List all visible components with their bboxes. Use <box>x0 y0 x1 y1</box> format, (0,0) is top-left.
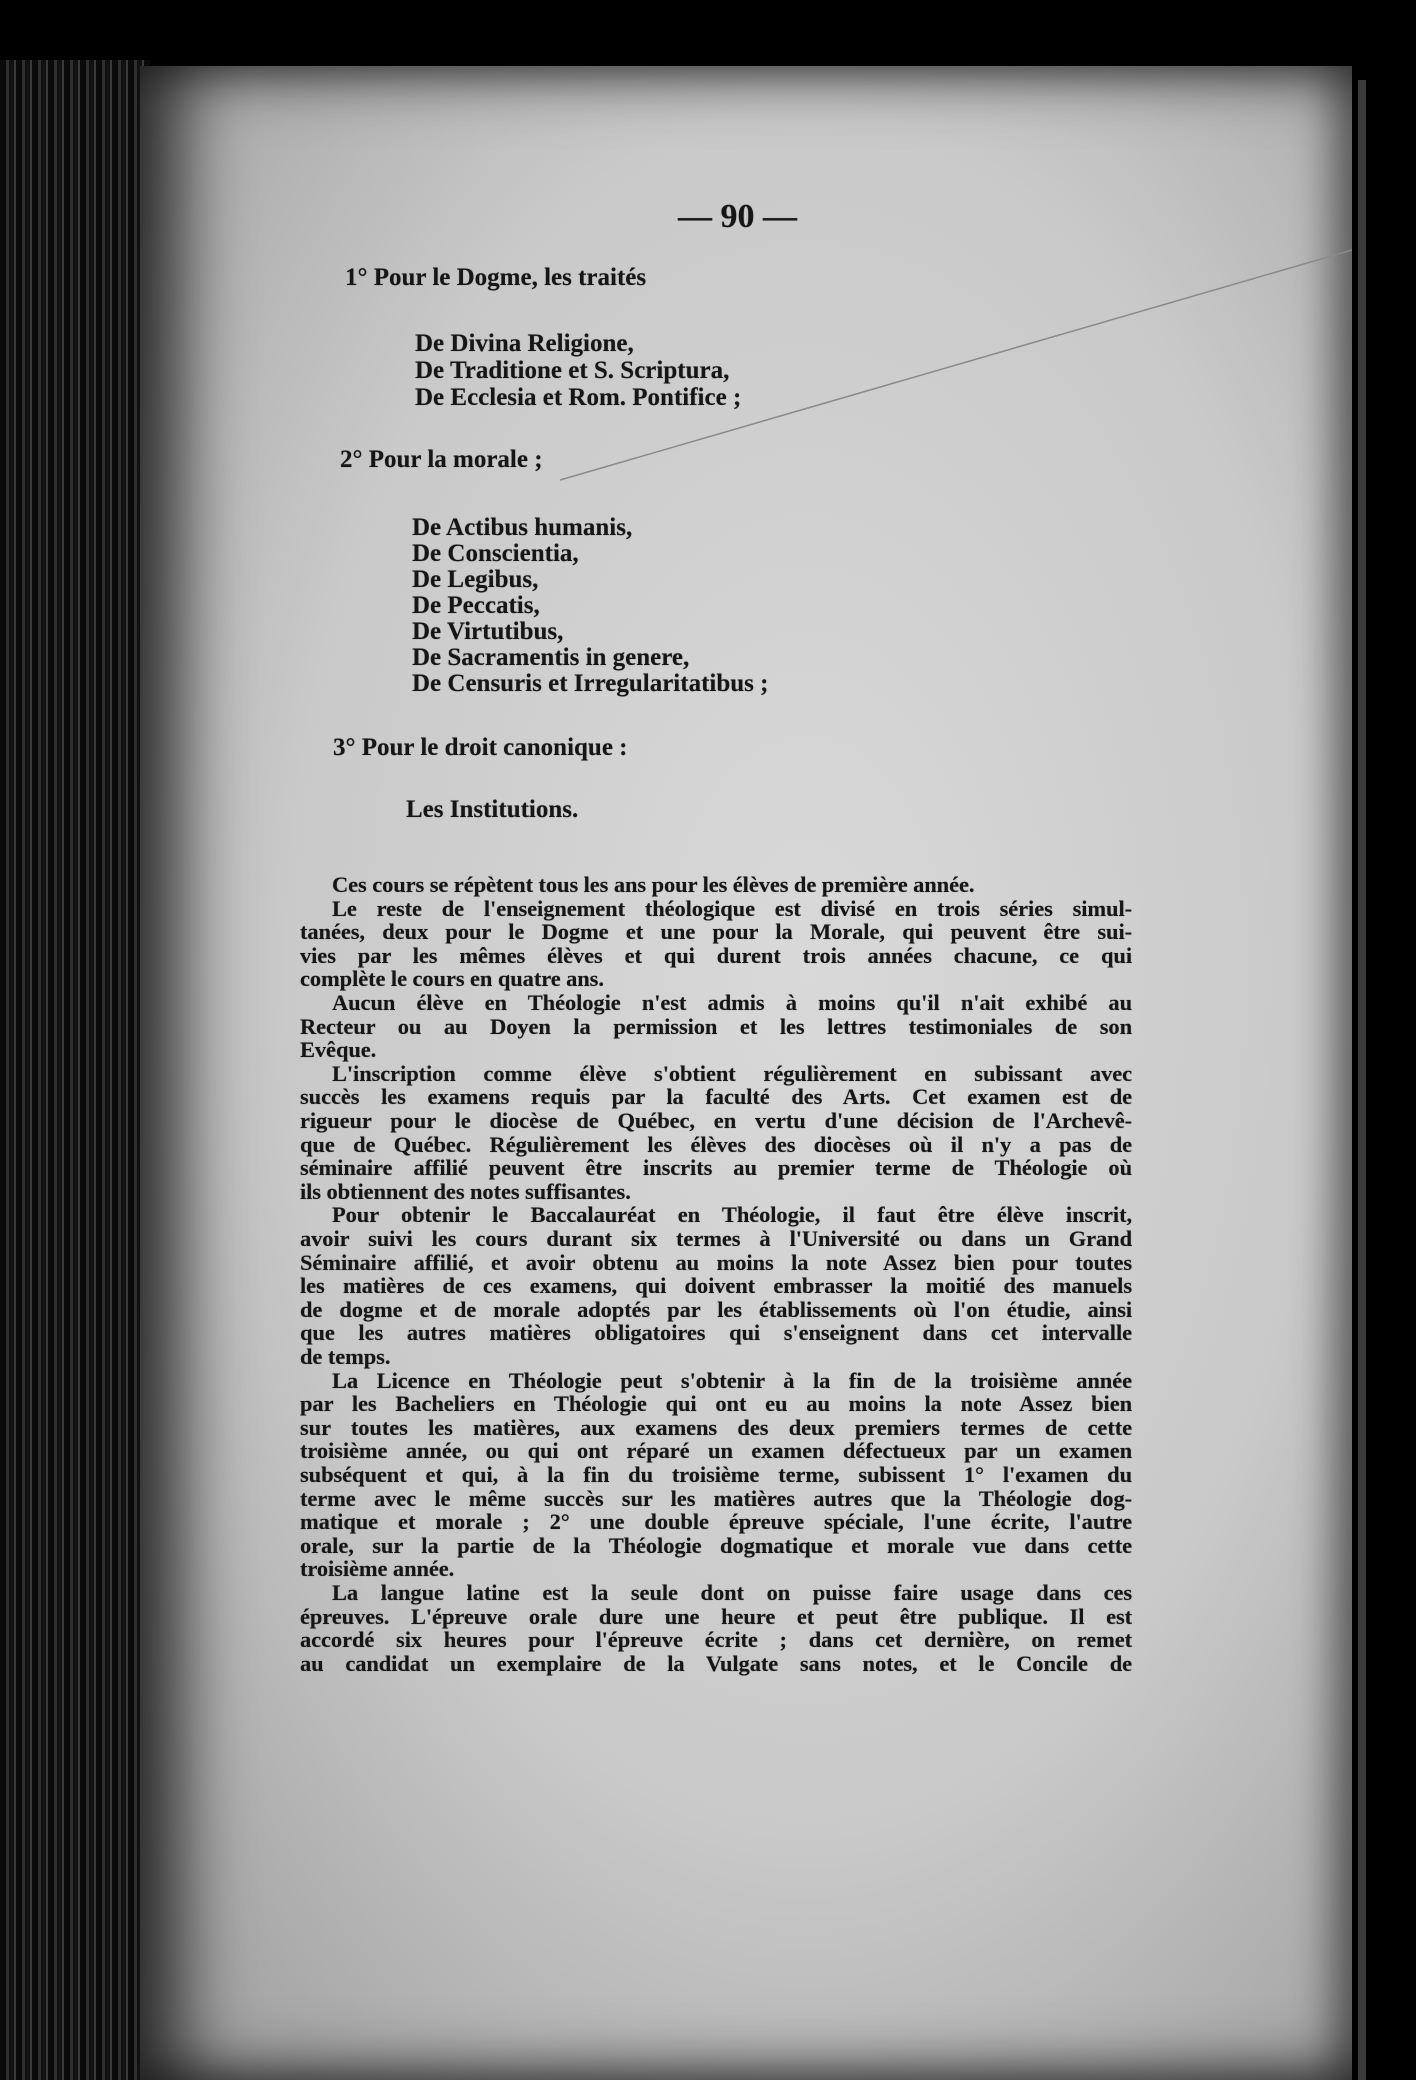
body-line: séminaire affilié peuvent être inscrits au premier terme de Théologie où <box>300 1155 1132 1181</box>
body-line: les matières de ces examens, qui doivent embrasser la moitié des manuels <box>300 1273 1132 1299</box>
body-line: La langue latine est la seule dont on puisse faire usage dans ces <box>332 1580 1132 1605</box>
body-line: subséquent et qui, à la fin du troisième terme, subissent 1° l'examen du <box>300 1462 1132 1487</box>
morale-heading: 2° Pour la morale ; <box>340 446 543 473</box>
body-line: Séminaire affilié, et avoir obtenu au moins la note Assez bien pour toutes <box>300 1249 1132 1275</box>
morale-item: De Censuris et Irregularitatibus ; <box>412 670 769 697</box>
droit-heading: 3° Pour le droit canonique : <box>333 734 628 761</box>
body-line: troisième année, ou qui ont réparé un examen défectueux par un examen <box>300 1438 1132 1464</box>
body-line: rigueur pour le diocèse de Québec, en vertu d'une décision de l'Archevê- <box>300 1108 1132 1133</box>
morale-item: De Peccatis, <box>412 592 540 619</box>
dogme-item: De Traditione et S. Scriptura, <box>415 357 730 384</box>
body-line: Recteur ou au Doyen la permission et les lettres testimoniales de son <box>300 1013 1132 1039</box>
body-line: de dogme et de morale adoptés par les établissements où l'on étudie, ainsi <box>300 1296 1132 1322</box>
body-line: Le reste de l'enseignement théologique est divisé en trois séries simul- <box>332 895 1132 921</box>
body-line: au candidat un exemplaire de la Vulgate sans notes, et le Concile de <box>300 1650 1132 1676</box>
body-line: sur toutes les matières, aux examens des deux premiers termes de cette <box>300 1414 1132 1440</box>
body-line: troisième année. <box>300 1556 455 1582</box>
body-line: épreuves. L'épreuve orale dure une heure et peut être publique. Il est <box>300 1603 1132 1629</box>
body-line: Evêque. <box>300 1037 377 1063</box>
body-line: de temps. <box>300 1344 391 1369</box>
morale-item: De Legibus, <box>412 566 539 593</box>
morale-item: De Sacramentis in genere, <box>412 644 690 671</box>
morale-item: De Actibus humanis, <box>412 514 633 541</box>
body-line: La Licence en Théologie peut s'obtenir à la fin de la troisième année <box>332 1367 1132 1393</box>
dogme-item: De Divina Religione, <box>415 330 634 357</box>
body-line: ils obtiennent des notes suffisantes. <box>300 1178 631 1204</box>
body-line: que les autres matières obligatoires qui s'enseignent dans cet intervalle <box>300 1320 1132 1346</box>
body-line: accordé six heures pour l'épreuve écrite ; dans cet dernière, on remet <box>300 1627 1132 1653</box>
body-line: complète le cours en quatre ans. <box>300 966 604 992</box>
body-line: par les Bacheliers en Théologie qui ont eu au moins la note Assez bien <box>300 1391 1132 1417</box>
body-line: tanées, deux pour le Dogme et une pour la Morale, qui peuvent être sui- <box>300 919 1132 945</box>
body-line: avoir suivi les cours durant six termes à l'Université ou dans un Grand <box>300 1226 1132 1251</box>
body-line: L'inscription comme élève s'obtient régulièrement en subissant avec <box>332 1060 1132 1086</box>
body-line: que de Québec. Régulièrement les élèves des diocèses où il n'y a pas de <box>300 1131 1132 1157</box>
body-line: matique et morale ; 2° une double épreuve spéciale, l'une écrite, l'autre <box>300 1509 1132 1535</box>
morale-item: De Conscientia, <box>412 540 579 567</box>
body-line: Ces cours se répètent tous les ans pour les élèves de première année. <box>332 872 975 897</box>
body-line: vies par les mêmes élèves et qui durent trois années chacune, ce qui <box>300 942 1132 968</box>
dogme-heading: 1° Pour le Dogme, les traités <box>345 264 647 291</box>
droit-item: Les Institutions. <box>406 796 579 823</box>
morale-item: De Virtutibus, <box>412 618 564 645</box>
dogme-item: De Ecclesia et Rom. Pontifice ; <box>415 384 742 411</box>
body-line: orale, sur la partie de la Théologie dogmatique et morale vue dans cette <box>300 1532 1132 1558</box>
body-line: Pour obtenir le Baccalauréat en Théologie, il faut être élève inscrit, <box>332 1202 1132 1228</box>
body-line: succès les examens requis par la faculté des Arts. Cet examen est de <box>300 1084 1132 1110</box>
page-number: — 90 — <box>678 198 797 235</box>
body-line: terme avec le même succès sur les matières autres que la Théologie dog- <box>300 1485 1132 1511</box>
body-line: Aucun élève en Théologie n'est admis à moins qu'il n'ait exhibé au <box>332 990 1132 1015</box>
